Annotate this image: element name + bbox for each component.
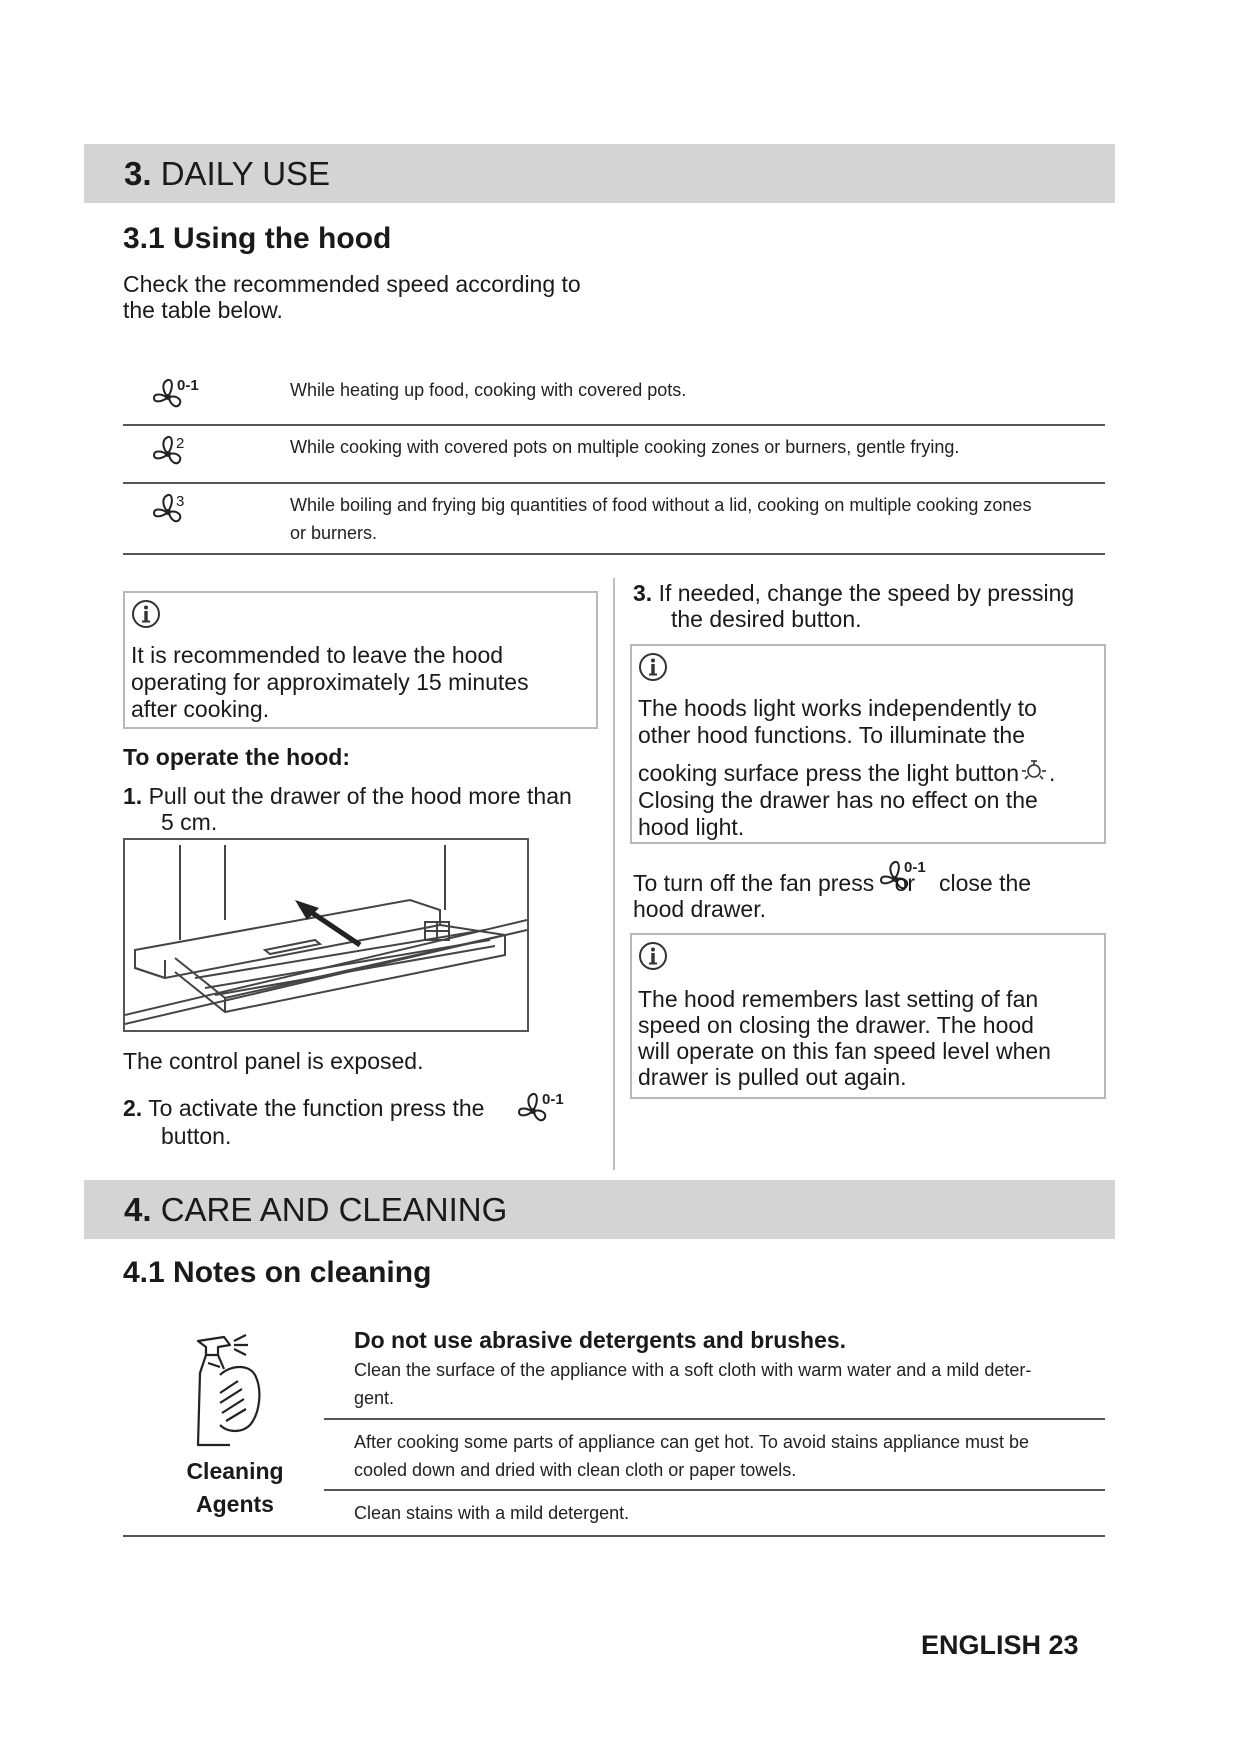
step-2: 2. To activate the function press the button.: [123, 1095, 485, 1149]
cleaning-row-3: Clean stains with a mild detergent.: [354, 1503, 630, 1523]
info-icon: [131, 599, 161, 629]
info-icon: [638, 652, 668, 682]
section-4-title: 4. CARE AND CLEANING: [124, 1191, 508, 1228]
fan-button-0-1-icon[interactable]: [515, 1090, 573, 1133]
svg-text:0-1: 0-1: [177, 377, 199, 394]
speed-row-1-text: While heating up food, cooking with covered pots.: [290, 380, 687, 400]
subsection-4-1-heading: 4.1 Notes on cleaning: [123, 1256, 432, 1289]
fan-speed-3-icon: [150, 491, 208, 534]
info-box-light: The hoods light works independently to other hood functions. To illuminate the cooking surface press the light button . Closing the drawer has no effect on the hood light.: [630, 644, 1106, 844]
light-bulb-icon: [1019, 757, 1049, 783]
info-box-memory: The hood remembers last setting of fan speed on closing the drawer. The hood will operate on this fan speed level when drawer is pulled out again.: [630, 933, 1106, 1099]
section-3-title: 3. DAILY USE: [124, 155, 331, 192]
control-panel-exposed-text: The control panel is exposed.: [123, 1048, 424, 1074]
column-divider: [613, 578, 615, 1170]
table-divider: [324, 1489, 1105, 1491]
page-footer: ENGLISH 23: [921, 1630, 1079, 1660]
svg-text:0-1: 0-1: [903, 859, 926, 876]
cleaning-agents-icon: [190, 1333, 280, 1453]
svg-text:2: 2: [176, 435, 185, 452]
step-3: 3. If needed, change the speed by pressing the desired button.: [633, 580, 1075, 632]
svg-text:3: 3: [176, 493, 185, 510]
table-divider: [123, 482, 1105, 484]
step-1: 1. Pull out the drawer of the hood more than 5 cm.: [123, 783, 572, 835]
cleaning-agents-label: Cleaning Agents: [186, 1458, 284, 1517]
fan-speed-2-icon: [150, 433, 208, 476]
speed-row-3-text: While boiling and frying big quantities of food without a lid, cooking on multiple cooking zones or burners.: [290, 495, 1032, 543]
svg-text:0-1: 0-1: [542, 1091, 564, 1108]
hood-drawer-illustration: [123, 838, 529, 1032]
cleaning-warning: Do not use abrasive detergents and brushes.: [354, 1327, 847, 1353]
fan-off-text: To turn off the fan press 0-1 or close the hood drawer.: [633, 859, 1032, 922]
subsection-3-1-heading: 3.1 Using the hood: [123, 222, 392, 255]
table-divider: [123, 1535, 1105, 1537]
operate-heading: To operate the hood:: [123, 744, 351, 770]
table-divider: [123, 553, 1105, 555]
fan-speed-0-1-icon: [150, 376, 208, 419]
table-divider: [324, 1418, 1105, 1420]
speed-row-2-text: While cooking with covered pots on multiple cooking zones or burners, gentle frying.: [290, 437, 960, 457]
info-box-recommendation: It is recommended to leave the hood operating for approximately 15 minutes after cooking.: [123, 591, 598, 729]
table-divider: [123, 424, 1105, 426]
cleaning-row-1: Clean the surface of the appliance with a soft cloth with warm water and a mild deter- gent.: [354, 1360, 1032, 1408]
intro-text: Check the recommended speed according to the table below.: [123, 271, 581, 323]
section-3-header: [84, 144, 1115, 203]
info-icon: [638, 941, 668, 971]
section-4-header: [84, 1180, 1115, 1239]
cleaning-row-2: After cooking some parts of appliance can get hot. To avoid stains appliance must be cooled down and dried with clean cloth or paper towels.: [354, 1432, 1030, 1480]
